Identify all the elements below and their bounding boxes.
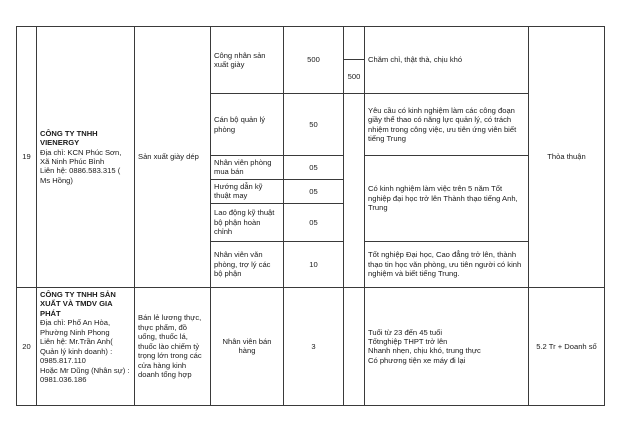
position-title: Nhân viên bán hàng [211,287,284,405]
company-address: Địa chỉ: Phố An Hòa, Phường Ninh Phong [40,318,111,337]
company-contact-secondary: Hoặc Mr Dũng (Nhân sự) : 0981.036.186 [40,365,130,385]
company-info [37,27,135,288]
position-qty: 10 [284,241,344,287]
industry: Bán lẻ lương thực, thực phẩm, đồ uống, thuốc lá, thuốc lào chiếm tỷ trọng lớn trong các cửa hàng kinh doanh tổng hợp [135,287,211,405]
position-qty: 05 [284,156,344,180]
company-contact: Liên hệ: 0886.583.315 ( Ms Hồng) [40,166,121,185]
row-number: 19 [17,27,37,288]
row-number: 20 [17,287,37,405]
requirement-line: Có phương tiện xe máy đi lại [368,355,466,365]
position-total [344,27,365,60]
position-requirement: Có kinh nghiệm làm việc trên 5 năm Tốt nghiệp đại học trở lên Thành thạo tiếng Anh, Trung [365,156,529,242]
requirement-line: Tuổi từ 23 đến 45 tuổi [368,327,443,337]
position-requirement: Chăm chỉ, thật thà, chịu khó [365,27,529,94]
position-qty: 05 [284,203,344,241]
position-total: 500 [344,60,365,94]
position-requirement [365,287,529,405]
company-contact: Liên hệ: Mr.Trần Anh( Quản lý kinh doanh) : 0985.817.110 [40,337,113,366]
requirement-line: Nhanh nhẹn, chịu khó, trung thực [368,346,481,356]
table-row [17,27,605,60]
position-title: Nhân viên phòng mua bán [211,156,284,180]
company-name: CÔNG TY TNHH VIENERGY [40,128,98,148]
position-requirement: Tốt nghiệp Đại học, Cao đẳng trở lên, thành thạo tin học văn phòng, ưu tiên người có kinh nghiệm và biết tiếng Trung. [365,241,529,287]
requirement-line: Tốtnghiệp THPT trở lên [368,336,448,346]
position-title: Hướng dẫn kỹ thuật may [211,179,284,203]
position-total [344,287,365,405]
position-qty: 05 [284,179,344,203]
position-qty: 50 [284,94,344,156]
position-title: Nhân viên văn phòng, trợ lý các bộ phận [211,241,284,287]
industry: Sản xuất giày dép [135,27,211,288]
position-title: Công nhân sản xuất giày [211,27,284,94]
position-title: Lao động kỹ thuật bộ phận hoàn chỉnh [211,203,284,241]
salary: 5.2 Tr + Doanh số [529,287,605,405]
position-qty: 3 [284,287,344,405]
position-total [344,94,365,288]
salary: Thỏa thuận [529,27,605,288]
company-name: CÔNG TY TNHH SẢN XUẤT VÀ TMDV GIA PHÁT [40,289,116,318]
position-qty: 500 [284,27,344,94]
company-info [37,287,135,405]
recruitment-table [16,26,605,406]
position-title: Cán bộ quản lý phòng [211,94,284,156]
table-row [17,287,605,405]
position-requirement: Yêu cầu có kinh nghiệm làm các công đoạn giầy thể thao có năng lực quản lý, có trách nhiệm trong công việc, ưu tiên ứng viên biết tiếng Trung [365,94,529,156]
company-address: Địa chỉ: KCN Phúc Sơn, Xã Ninh Phúc Bình [40,147,122,166]
